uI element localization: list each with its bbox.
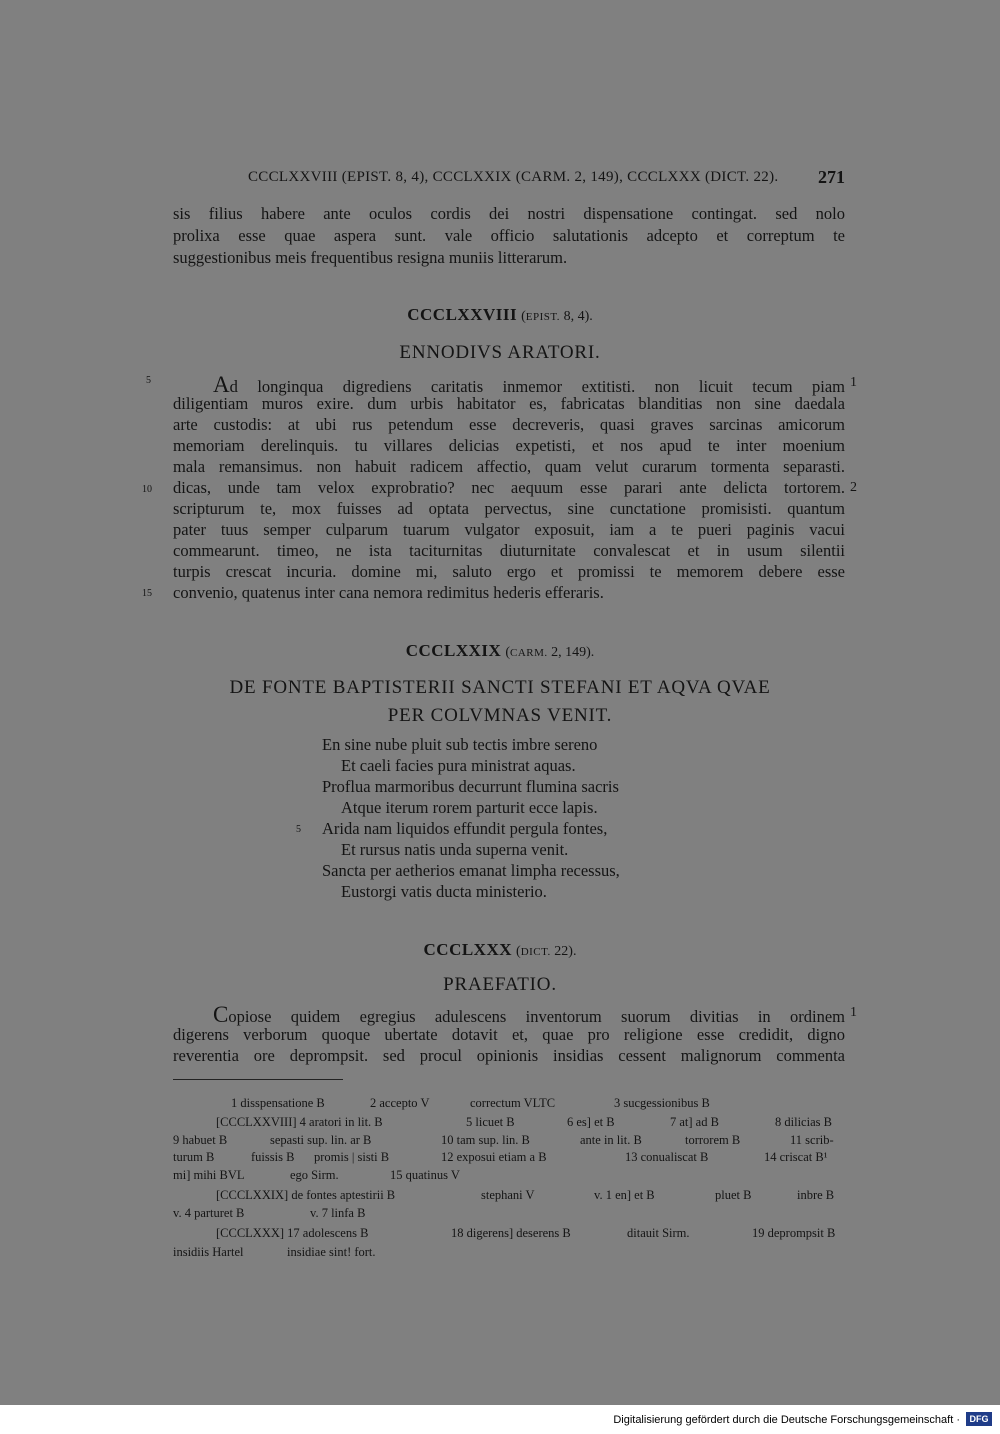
first-line-text: opiose quidem egregius adulescens inventorum suorum divitias in ordinem [228, 1007, 845, 1026]
margin-number: 2 [850, 480, 857, 495]
text-line: arte custodis: at ubi rus petendum esse decreveris, quasi graves sarcinas amicorum [173, 415, 845, 434]
section-ref-rest: 2, 149). [547, 645, 595, 660]
footnote-rule [173, 1079, 343, 1080]
footnote-entry: [CCCLXXVIII] 4 aratori in lit. B [216, 1115, 383, 1129]
footnote-entry: ditauit Sirm. [627, 1226, 690, 1240]
section-title: ENNODIVS ARATORI. [399, 342, 601, 363]
intro-line: prolixa esse quae aspera sunt. vale officio salutationis adcepto et correptum te [173, 226, 845, 245]
footnote-entry: insidiae sint! fort. [287, 1245, 376, 1259]
section-number: CCCLXXIX [405, 641, 502, 660]
section-ref-source: DICT. [520, 946, 551, 958]
footnote-entry: stephani V [481, 1188, 535, 1202]
footnote-entry: torrorem B [685, 1133, 741, 1147]
footnote-entry: v. 7 linfa B [310, 1206, 366, 1220]
footnote-entry: 9 habuet B [173, 1133, 228, 1147]
section-title: DE FONTE BAPTISTERII SANCTI STEFANI ET AQVA QVAE [229, 677, 771, 698]
verse-line: Arida nam liquidos effundit pergula fontes, [322, 819, 608, 838]
footnote-entry: 6 es] et B [567, 1115, 615, 1129]
footnote-entry: promis | sisti B [314, 1150, 390, 1164]
running-header: CCCLXXVIII (EPIST. 8, 4), CCCLXXIX (CARM. 2, 149), CCCLXXX (DICT. 22). [248, 169, 779, 185]
drop-capital: C [213, 1002, 229, 1027]
footnote-entry: sepasti sup. lin. ar B [270, 1133, 372, 1147]
footnote-entry: 15 quatinus V [390, 1168, 460, 1182]
footnote-entry: 10 tam sup. lin. B [441, 1133, 530, 1147]
footnote-entry: ego Sirm. [290, 1168, 339, 1182]
section-ref-rest: 22). [550, 944, 577, 959]
margin-number: 1 [850, 1005, 857, 1020]
line-number: 5 [146, 375, 151, 386]
footnote-entry: v. 4 parturet B [173, 1206, 245, 1220]
text-line: scripturum te, mox fuisses ad optata pervectus, sine cunctatione promisisti. quantum [173, 499, 845, 518]
section-number: CCCLXXVIII [407, 305, 518, 324]
footnote-entry: 13 conualiscat B [625, 1150, 709, 1164]
drop-capital: A [213, 372, 230, 397]
verse-line: Et caeli facies pura ministrat aquas. [341, 756, 576, 775]
footnote-entry: turum B [173, 1150, 215, 1164]
footnote-entry: v. 1 en] et B [594, 1188, 655, 1202]
footnote-entry: [CCCLXXX] 17 adolescens B [216, 1226, 369, 1240]
footnote-entry: 7 at] ad B [670, 1115, 719, 1129]
footnote-entry: [CCCLXXIX] de fontes aptestirii B [216, 1188, 396, 1202]
section-heading-379 [0, 641, 1000, 661]
footnote-entry: 5 licuet B [466, 1115, 515, 1129]
verse-line: Atque iterum rorem parturit ecce lapis. [341, 798, 598, 817]
footnote-entry: 11 scrib- [790, 1133, 834, 1147]
section-number: CCCLXXX [423, 940, 513, 959]
section-ref-rest: 8, 4). [560, 309, 593, 324]
text-line: diligentiam muros exire. dum urbis habitator es, fabricatas blanditias non sine daedala [173, 394, 845, 413]
first-line-text: d longinqua digrediens caritatis inmemor extitisti. non licuit tecum piam [229, 377, 845, 396]
verse-line: Proflua marmoribus decurrunt flumina sacris [322, 777, 619, 796]
section-heading-380 [0, 940, 1000, 960]
footnote-entry: ante in lit. B [580, 1133, 642, 1147]
footnote-entry: 3 sucgessionibus B [614, 1096, 710, 1110]
footnote-entry: 12 exposui etiam a B [441, 1150, 547, 1164]
verse-line: Sancta per aetherios emanat limpha recessus, [322, 861, 620, 880]
text-line: mala remansimus. non habuit radicem affectio, quam velut curarum tormenta separasti. [173, 457, 845, 476]
text-line: turpis crescat incuria. domine mi, saluto ergo et promissi te memorem debere esse [173, 562, 845, 581]
section-ref-source: EPIST. [525, 311, 561, 323]
text-line: reverentia ore deprompsit. sed procul opinionis insidias cessent malignorum commenta [173, 1046, 845, 1065]
verse-line: Et rursus natis unda superna venit. [341, 840, 569, 859]
footnote-entry: fuissis B [251, 1150, 295, 1164]
line-number: 5 [296, 824, 301, 835]
intro-line: suggestionibus meis frequentibus resigna muniis litterarum. [173, 248, 568, 267]
footnote-entry: 1 disspensatione B [231, 1096, 325, 1110]
section-ref-source: CARM. [509, 647, 548, 659]
funding-credit-text: Digitalisierung gefördert durch die Deutsche Forschungsgemeinschaft · [613, 1414, 960, 1426]
footnote-entry: 19 deprompsit B [752, 1226, 836, 1240]
footnote-entry: mi] mihi BVL [173, 1168, 245, 1182]
dfg-logo: DFG [966, 1412, 992, 1426]
intro-line: sis filius habere ante oculos cordis dei nostri dispensatione contingat. sed nolo [173, 204, 845, 223]
text-line: convenio, quatenus inter cana nemora redimitus hederis efferaris. [173, 583, 604, 602]
section-title: PRAEFATIO. [443, 974, 557, 995]
verse-line: Eustorgi vatis ducta ministerio. [341, 882, 547, 901]
line-number: 15 [142, 588, 152, 599]
text-line: dicas, unde tam velox exprobratio? nec aequum esse parari ante delicta tortorem. [173, 478, 845, 497]
text-line: digerens verborum quoque ubertate dotavit et, quae pro religione esse credidit, digno [173, 1025, 845, 1044]
line-number: 10 [142, 484, 152, 495]
footnote-entry: 8 dilicias B [775, 1115, 832, 1129]
footnote-entry: 14 criscat B¹ [764, 1150, 828, 1164]
footnote-entry: insidiis Hartel [173, 1245, 244, 1259]
margin-number: 1 [850, 375, 857, 390]
footnote-entry: 2 accepto V [370, 1096, 430, 1110]
section-title: PER COLVMNAS VENIT. [387, 705, 613, 726]
section-ref-open: ( [521, 309, 526, 324]
text-line: pater tuus semper culparum tuarum vulgator exposuit, iam a te pueri paginis vacui [173, 520, 845, 539]
section-ref-open: ( [516, 944, 521, 959]
section-heading-378 [0, 305, 1000, 325]
text-line: commearunt. timeo, ne ista taciturnitas diuturnitate convalescat et in usum silentii [173, 541, 845, 560]
verse-line: En sine nube pluit sub tectis imbre sereno [322, 735, 598, 754]
funding-credit-bar [0, 1405, 1000, 1434]
footnote-entry: pluet B [715, 1188, 752, 1202]
text-line: memoriam derelinquis. tu villares delicias expetisti, et nos apud te inter moenium [173, 436, 845, 455]
footnote-entry: inbre B [797, 1188, 835, 1202]
section-ref-open: ( [505, 645, 510, 660]
page-number: 271 [818, 167, 845, 187]
footnote-entry: correctum VLTC [470, 1096, 556, 1110]
footnote-entry: 18 digerens] deserens B [451, 1226, 571, 1240]
